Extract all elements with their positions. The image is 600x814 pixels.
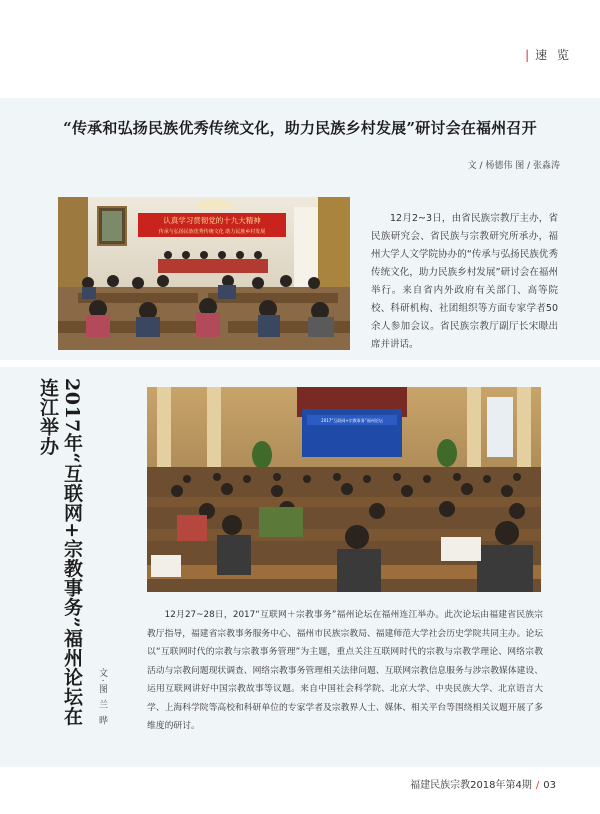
banner-line-1: 认真学习贯彻党的十九大精神 [163, 216, 261, 225]
section-divider: | [525, 48, 533, 62]
banner-line-2: 传承与弘扬民族优秀传统文化 助力民族乡村发展 [158, 229, 266, 235]
section-header [525, 46, 572, 63]
article1-title: “传承和弘扬民族优秀传统文化，助力民族乡村发展”研讨会在福州召开 [63, 119, 537, 137]
article2-photo [147, 387, 541, 592]
article1-body: 12月2~3日，由省民族宗教厅主办，省民族研究会、省民族与宗教研究所承办，福州大学人文学院协办的“传承与弘扬民族优秀传统文化，助力民族乡村发展”研讨会在福州举行。来自省内外政府有关部门、高等院校、科研机构、社团组织等方面专家学者50余人参加会议。省民族宗教厅副厅长宋暻出席并讲话。 [371, 213, 558, 350]
section-label: 速 览 [535, 48, 572, 62]
article1-byline: 文 / 杨德伟 图 / 张淼涛 [467, 161, 560, 171]
footer-separator: / [535, 780, 540, 791]
footer-issue: 2018年第4期 [470, 780, 532, 791]
footer-publication: 福建民族宗教 [410, 780, 471, 791]
page-number: 03 [543, 780, 556, 791]
article2-byline: 文·图 兰 晔 [97, 668, 107, 727]
page-footer [410, 776, 556, 791]
article2-body: 12月27~28日，2017“互联网＋宗教事务”福州论坛在福州连江举办。此次论坛由福建省民族宗教厅指导，福建省宗教事务服务中心、福州市民族宗教局、福建师范大学社会历史学院共同主办。论坛以“互联网时代的宗教与宗教事务管理”为主题，重点关注互联网时代的宗教与宗教学理论、网络宗教活动与宗教问题现状调查、网络宗教事务管理相关法律问题、互联网宗教信息服务与涉宗教媒体建设、运用互联网讲好中国宗教故事等议题。来自中国社会科学院、北京大学、中央民族大学、北京语言大学、上海科学院等高校和科研单位的专家学者及宗教界人士、媒体、相关平台等围绕相关议题开展了多维度的研讨。 [147, 610, 543, 731]
article1-photo [58, 197, 350, 350]
article2-title: 2017年“互联网+宗教事务”福州论坛在连江举办 [37, 378, 83, 726]
screen-title: 2017“互联网+宗教事务”福州论坛 [321, 418, 383, 423]
